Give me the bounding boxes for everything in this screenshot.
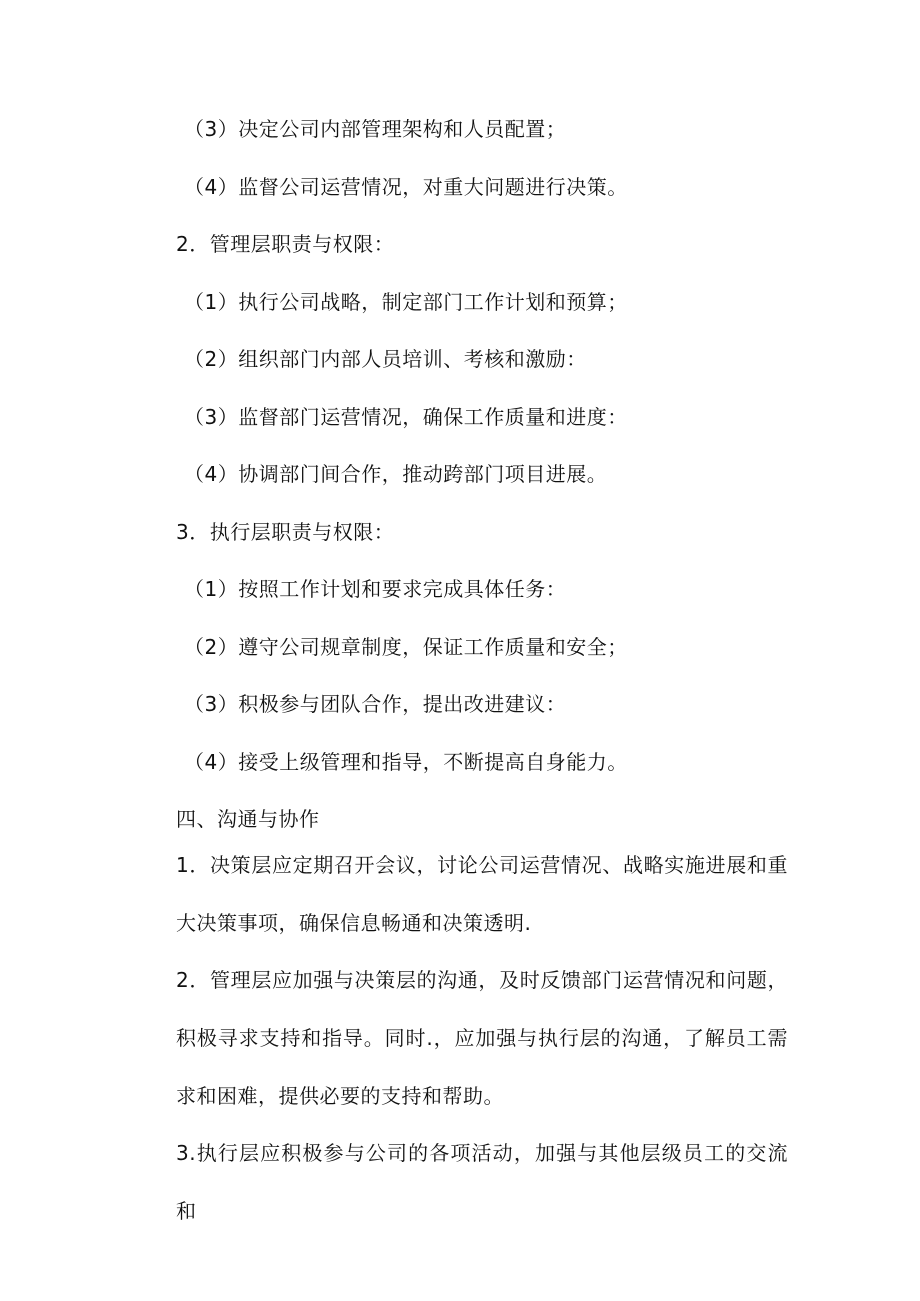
- list-item-3-execution: （3）积极参与团队合作，提出改进建议：: [184, 692, 567, 716]
- paragraph-1: 1．决策层应定期召开会议，讨论公司运营情况、战略实施进展和重大决策事项，确保信息畅通和决策透明.: [176, 853, 788, 935]
- paragraph-2: 2．管理层应加强与决策层的沟通，及时反馈部门运营情况和问题，积极寻求支持和指导。同时.，应加强与执行层的沟通，了解员工需求和困难，提供必要的支持和帮助。: [176, 968, 788, 1108]
- section-heading-communication: 四、沟通与协作: [176, 807, 320, 831]
- section-heading-management: 2．管理层职责与权限：: [176, 232, 395, 256]
- list-item-3-decision: （3）决定公司内部管理架构和人员配置；: [184, 117, 567, 141]
- list-item-2-execution: （2）遵守公司规章制度，保证工作质量和安全；: [184, 635, 628, 659]
- list-item-4-decision: （4）监督公司运营情况，对重大问题进行决策。: [184, 175, 628, 199]
- list-item-1-execution: （1）按照工作计划和要求完成具体任务：: [184, 577, 567, 601]
- list-item-4-management: （4）协调部门间合作，推动跨部门项目进展。: [184, 462, 608, 486]
- list-item-1-management: （1）执行公司战略，制定部门工作计划和预算；: [184, 290, 628, 314]
- list-item-3-management: （3）监督部门运营情况，确保工作质量和进度：: [184, 405, 628, 429]
- paragraph-3: 3.执行层应积极参与公司的各项活动，加强与其他层级员工的交流和: [176, 1141, 788, 1223]
- list-item-2-management: （2）组织部门内部人员培训、考核和激励：: [184, 347, 587, 371]
- section-heading-execution: 3．执行层职责与权限：: [176, 520, 395, 544]
- list-item-4-execution: （4）接受上级管理和指导，不断提高自身能力。: [184, 750, 628, 774]
